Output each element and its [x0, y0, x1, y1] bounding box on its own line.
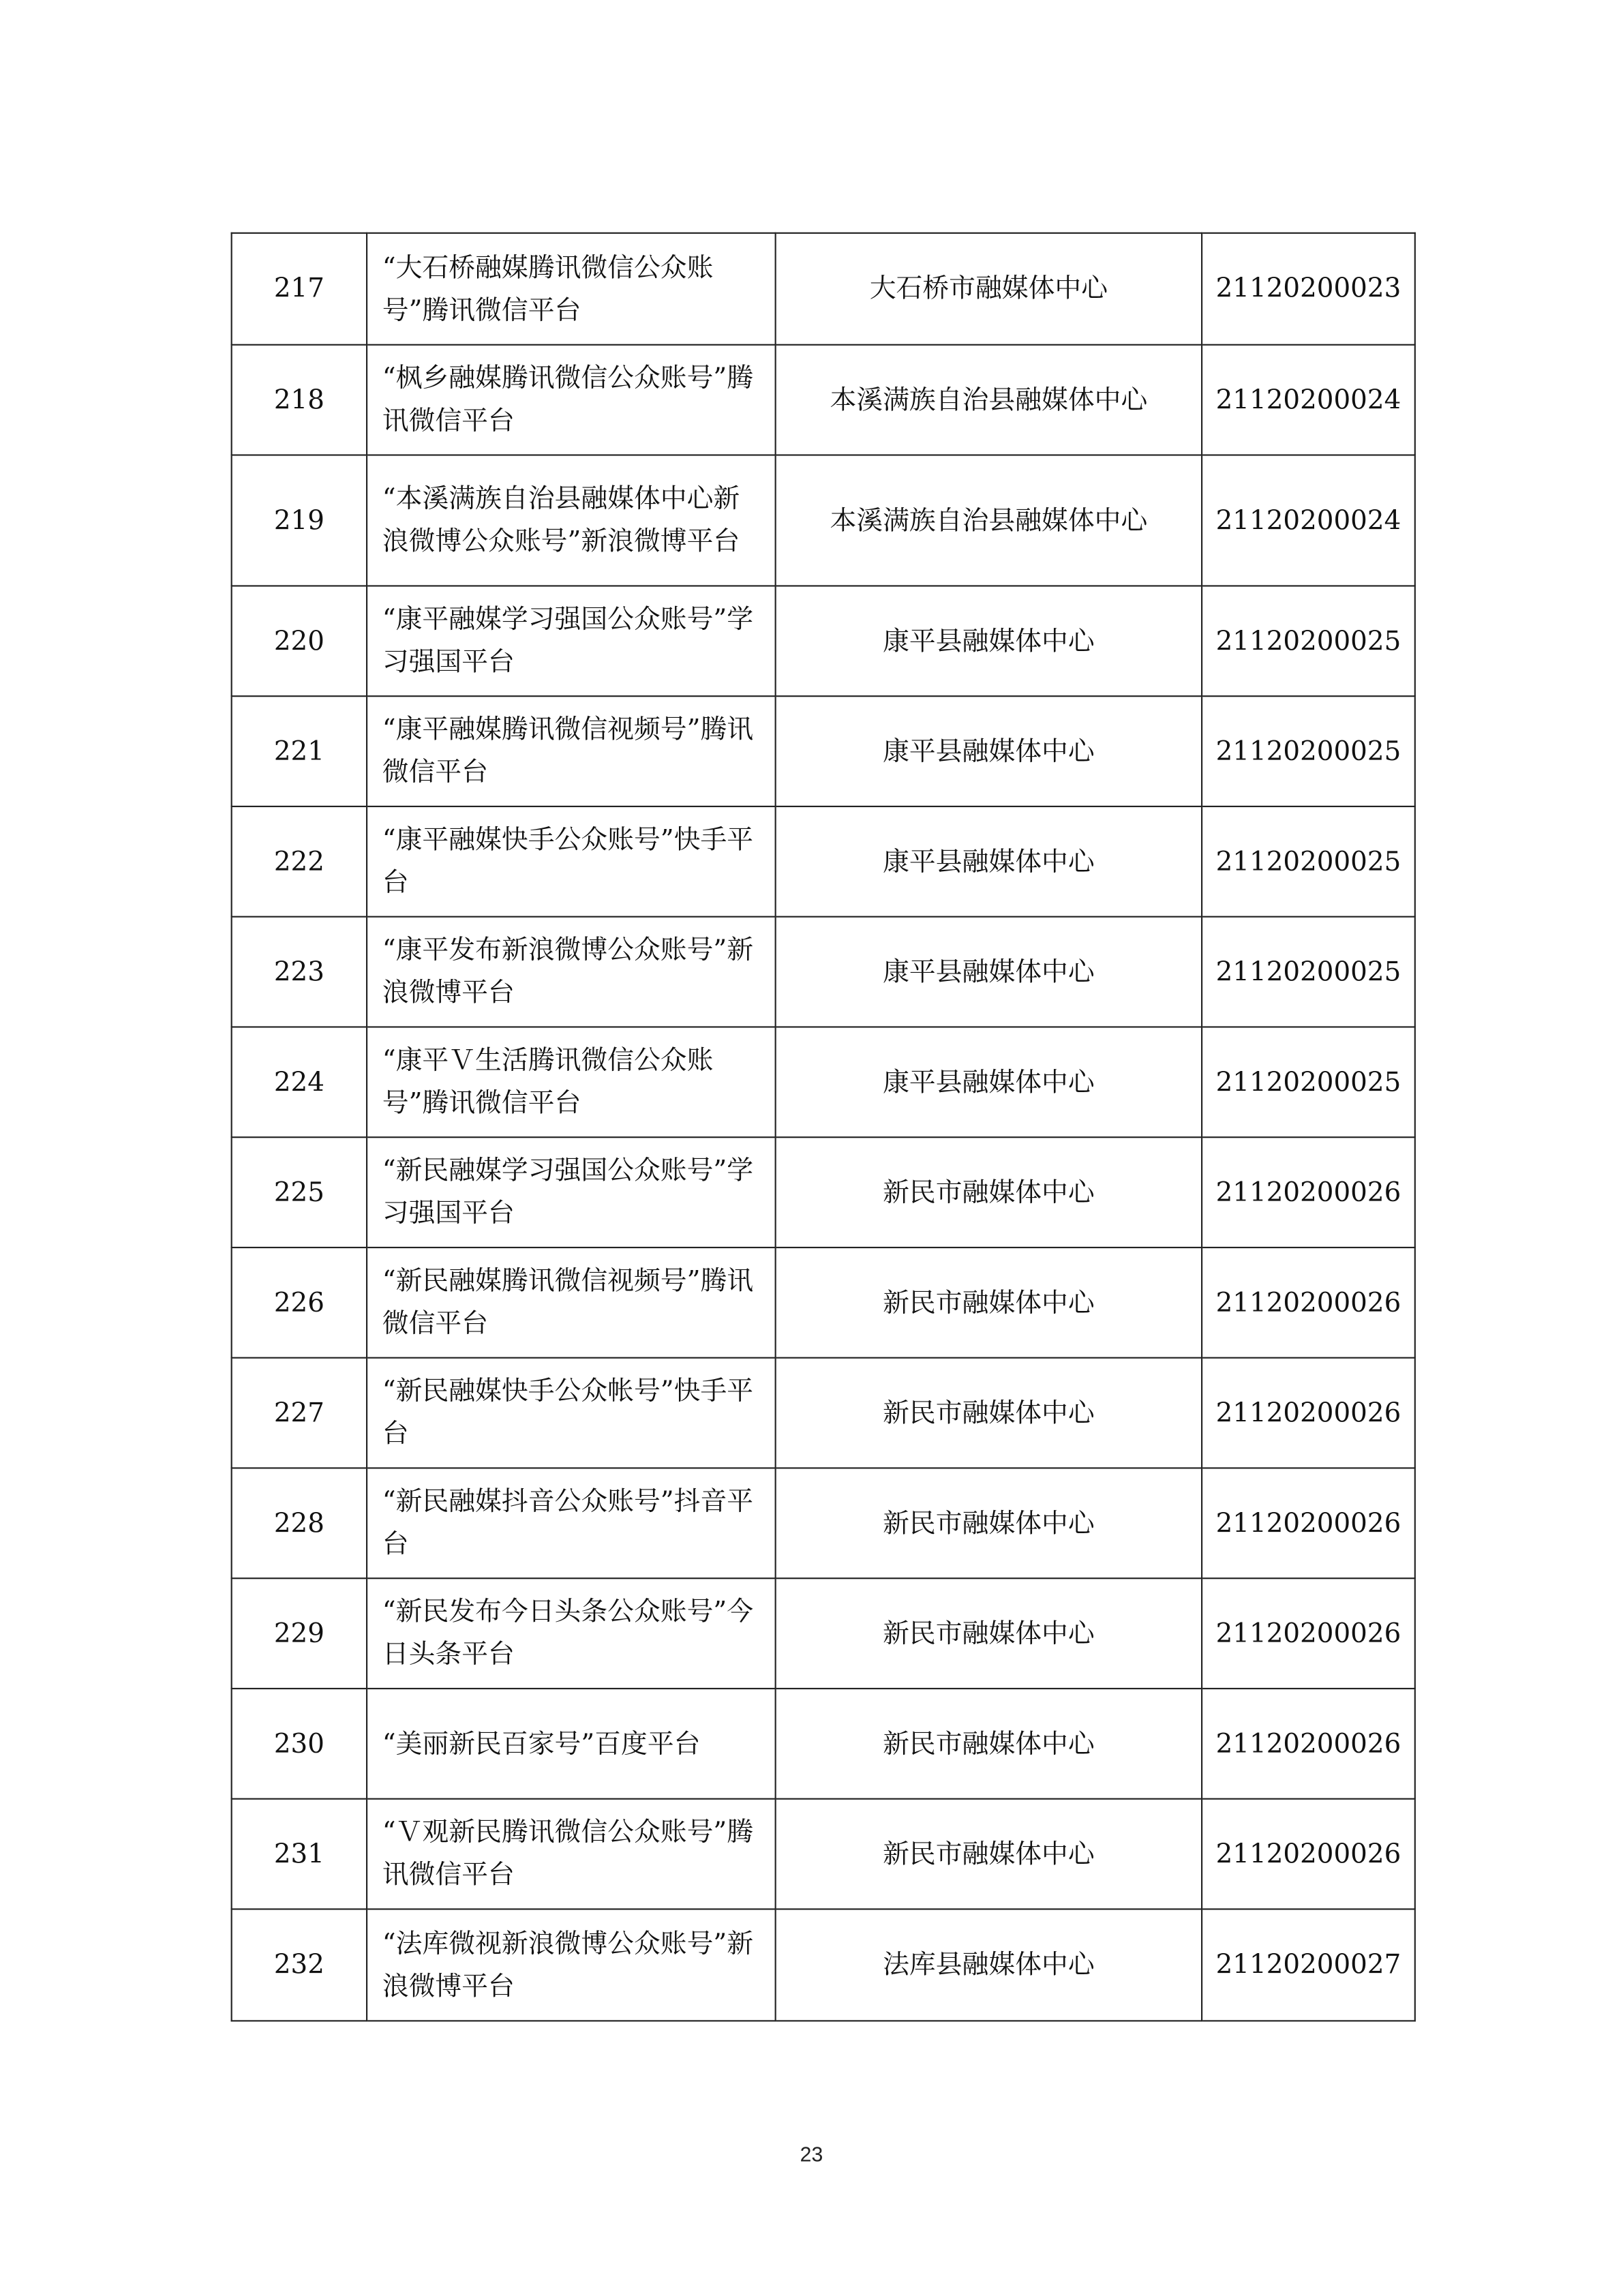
row-number: 232: [232, 1909, 367, 2021]
registration-code: 21120200025: [1202, 917, 1415, 1027]
account-name: “新民融媒快手公众帐号”快手平台: [367, 1358, 776, 1468]
account-name: “新民发布今日头条公众账号”今日头条平台: [367, 1578, 776, 1689]
operator-organization: 大石桥市融媒体中心: [776, 233, 1202, 345]
account-name: “康平融媒快手公众账号”快手平台: [367, 806, 776, 917]
registration-code: 21120200026: [1202, 1578, 1415, 1689]
table-row: [232, 233, 1415, 345]
row-number: 228: [232, 1468, 367, 1578]
table-row: [232, 1248, 1415, 1358]
row-number: 221: [232, 696, 367, 806]
operator-organization: 新民市融媒体中心: [776, 1248, 1202, 1358]
account-name: “新民融媒抖音公众账号”抖音平台: [367, 1468, 776, 1578]
operator-organization: 新民市融媒体中心: [776, 1137, 1202, 1248]
registration-code: 21120200025: [1202, 696, 1415, 806]
operator-organization: 本溪满族自治县融媒体中心: [776, 345, 1202, 455]
registration-code: 21120200024: [1202, 345, 1415, 455]
registration-code: 21120200023: [1202, 233, 1415, 345]
operator-organization: 新民市融媒体中心: [776, 1358, 1202, 1468]
table-row: [232, 1909, 1415, 2021]
row-number: 220: [232, 586, 367, 696]
account-name: “美丽新民百家号”百度平台: [367, 1689, 776, 1799]
row-number: 218: [232, 345, 367, 455]
row-number: 225: [232, 1137, 367, 1248]
table-row: [232, 1689, 1415, 1799]
row-number: 227: [232, 1358, 367, 1468]
row-number: 224: [232, 1027, 367, 1137]
account-name: “法库微视新浪微博公众账号”新浪微博平台: [367, 1909, 776, 2021]
registry-table: [231, 232, 1416, 2022]
operator-organization: 本溪满族自治县融媒体中心: [776, 455, 1202, 586]
table-row: [232, 917, 1415, 1027]
table-row: [232, 586, 1415, 696]
row-number: 230: [232, 1689, 367, 1799]
table-row: [232, 455, 1415, 586]
page-number: 23: [800, 2142, 823, 2166]
account-name: “本溪满族自治县融媒体中心新浪微博公众账号”新浪微博平台: [367, 455, 776, 586]
row-number: 229: [232, 1578, 367, 1689]
account-name: “新民融媒腾讯微信视频号”腾讯微信平台: [367, 1248, 776, 1358]
row-number: 231: [232, 1799, 367, 1909]
row-number: 223: [232, 917, 367, 1027]
operator-organization: 康平县融媒体中心: [776, 806, 1202, 917]
account-name: “康平Ｖ生活腾讯微信公众账号”腾讯微信平台: [367, 1027, 776, 1137]
registration-code: 21120200027: [1202, 1909, 1415, 2021]
table-row: [232, 1137, 1415, 1248]
operator-organization: 康平县融媒体中心: [776, 696, 1202, 806]
table-row: [232, 1799, 1415, 1909]
table-row: [232, 345, 1415, 455]
row-number: 217: [232, 233, 367, 345]
table-row: [232, 1027, 1415, 1137]
operator-organization: 新民市融媒体中心: [776, 1689, 1202, 1799]
account-name: “康平融媒腾讯微信视频号”腾讯微信平台: [367, 696, 776, 806]
account-name: “康平融媒学习强国公众账号”学习强国平台: [367, 586, 776, 696]
operator-organization: 新民市融媒体中心: [776, 1468, 1202, 1578]
operator-organization: 康平县融媒体中心: [776, 917, 1202, 1027]
operator-organization: 新民市融媒体中心: [776, 1578, 1202, 1689]
table-row: [232, 1578, 1415, 1689]
operator-organization: 法库县融媒体中心: [776, 1909, 1202, 2021]
registration-code: 21120200025: [1202, 1027, 1415, 1137]
operator-organization: 康平县融媒体中心: [776, 1027, 1202, 1137]
account-name: “枫乡融媒腾讯微信公众账号”腾讯微信平台: [367, 345, 776, 455]
registration-code: 21120200026: [1202, 1799, 1415, 1909]
registration-code: 21120200025: [1202, 586, 1415, 696]
registration-code: 21120200026: [1202, 1248, 1415, 1358]
operator-organization: 康平县融媒体中心: [776, 586, 1202, 696]
registration-code: 21120200026: [1202, 1137, 1415, 1248]
table-row: [232, 1468, 1415, 1578]
row-number: 219: [232, 455, 367, 586]
table-row: [232, 696, 1415, 806]
registration-code: 21120200024: [1202, 455, 1415, 586]
account-name: “新民融媒学习强国公众账号”学习强国平台: [367, 1137, 776, 1248]
registration-code: 21120200026: [1202, 1468, 1415, 1578]
account-name: “Ｖ观新民腾讯微信公众账号”腾讯微信平台: [367, 1799, 776, 1909]
account-name: “大石桥融媒腾讯微信公众账号”腾讯微信平台: [367, 233, 776, 345]
row-number: 222: [232, 806, 367, 917]
row-number: 226: [232, 1248, 367, 1358]
table-row: [232, 806, 1415, 917]
account-name: “康平发布新浪微博公众账号”新浪微博平台: [367, 917, 776, 1027]
table-row: [232, 1358, 1415, 1468]
operator-organization: 新民市融媒体中心: [776, 1799, 1202, 1909]
registration-code: 21120200026: [1202, 1358, 1415, 1468]
registration-code: 21120200025: [1202, 806, 1415, 917]
registration-code: 21120200026: [1202, 1689, 1415, 1799]
